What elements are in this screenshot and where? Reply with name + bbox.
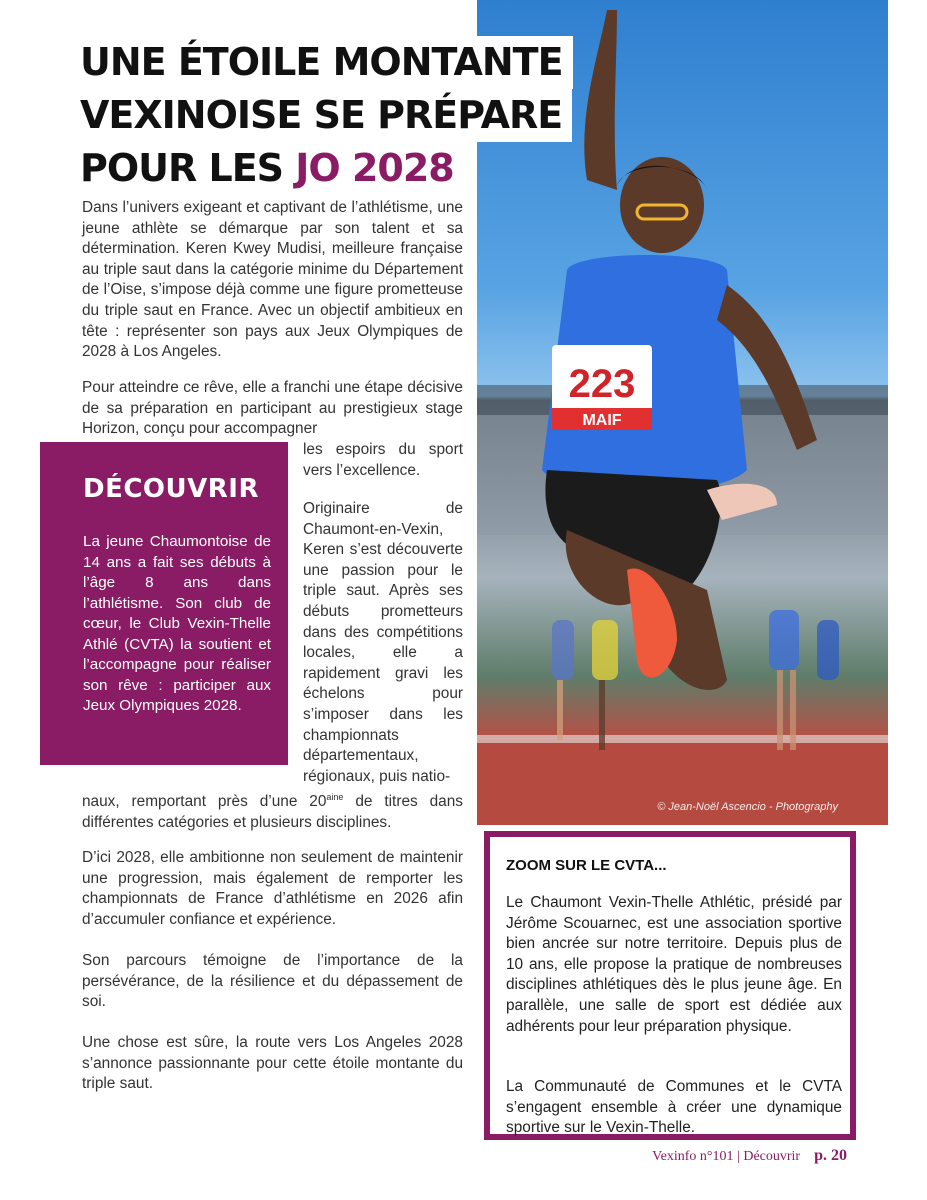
page-footer [652,1147,847,1165]
zoom-paragraph-2: La Communauté de Communes et le CVTA s’engagent ensemble à créer une dynamique sportive sur le Vexin-Thelle. [506,1078,842,1137]
footer-label: Vexinfo n°101 | Découvrir [652,1149,801,1164]
sidebar-text: La jeune Chaumontoise de 14 ans a fait ses débuts à l’âge 8 ans dans l’athlétisme. Son club de cœur, le Club Vexin-Thelle Athlé (CVTA) la soutient et l’accompagne pour réaliser son rêve : participer aux Jeux Olympiques 2028. [83,533,271,714]
paragraph-3a: Originaire de Chaumont-en-Vexin, Keren s’est découverte une passion pour le triple saut. Après ses débuts prometteurs dans des compétitions locales, elle a rapidement gravi les échelons pour s’imposer dans les championnats départementaux, régionaux, puis natio- [303,500,463,785]
title-line-2: VEXINOISE SE PRÉPARE [74,89,572,142]
bib-number: 223 [568,362,636,406]
paragraph-5: Son parcours témoigne de l’importance de la persévérance, de la résilience et du dépassement de soi. [82,952,463,1011]
zoom-cvta-box [484,831,856,1140]
page-number: p. 20 [814,1147,847,1164]
superscript-aine: aine [326,792,344,802]
sidebar-heading: DÉCOUVRIR [83,474,259,504]
decouvrir-sidebar [40,442,288,765]
paragraph-3b-end: de titres dans différentes catégories et plusieurs disciplines. [82,793,463,831]
paragraph-2a: Pour atteindre ce rêve, elle a franchi une étape décisive de sa préparation en participant au prestigieux stage Horizon, conçu pour accompagner [82,379,463,438]
zoom-heading: ZOOM SUR LE CVTA... [506,857,667,874]
title-line-3 [74,142,464,195]
title-accent: JO 2028 [295,146,454,190]
article-title [74,36,573,195]
title-line-3-prefix: POUR LES [80,146,284,190]
title-line-1: UNE ÉTOILE MONTANTE [74,36,573,89]
zoom-paragraph-1: Le Chaumont Vexin-Thelle Athlétic, présidé par Jérôme Scouarnec, est une association sportive bien ancrée sur notre territoire. Depuis plus de 10 ans, elle propose la pratique de nombreuses disciplines athlétiques dès le plus jeune âge. En parallèle, une salle de sport est dédiée aux adhérents pour leur préparation physique. [506,894,842,1035]
intro-paragraph: Dans l’univers exigeant et captivant de l’athlétisme, une jeune athlète se démarque par son talent et sa détermination. Keren Kwey Mudisi, meilleure française au triple saut dans la catégorie minime du Département de l’Oise, s’impose déjà comme une figure prometteuse du triple saut en France. Avec un objectif ambitieux en tête : représenter son pays aux Jeux Olympiques de 2028 à Los Angeles. [82,199,463,361]
paragraph-4: D’ici 2028, elle ambitionne non seulement de maintenir une progression, mais également de remporter les championnats de France d’athlétisme en 2026 afin d’accumuler confiance et expérience. [82,849,463,928]
bib-sponsor: MAIF [582,412,622,429]
paragraph-2b: les espoirs du sport vers l’excellence. [303,441,463,479]
paragraph-3b-start: naux, remportant près d’une 20 [82,793,327,811]
paragraph-6: Une chose est sûre, la route vers Los Angeles 2028 s’annonce passionnante pour cette étoile montante du triple saut. [82,1034,463,1093]
paragraph-3b [82,787,463,833]
photo-credit: © Jean-Noël Ascencio - Photography [657,801,838,813]
